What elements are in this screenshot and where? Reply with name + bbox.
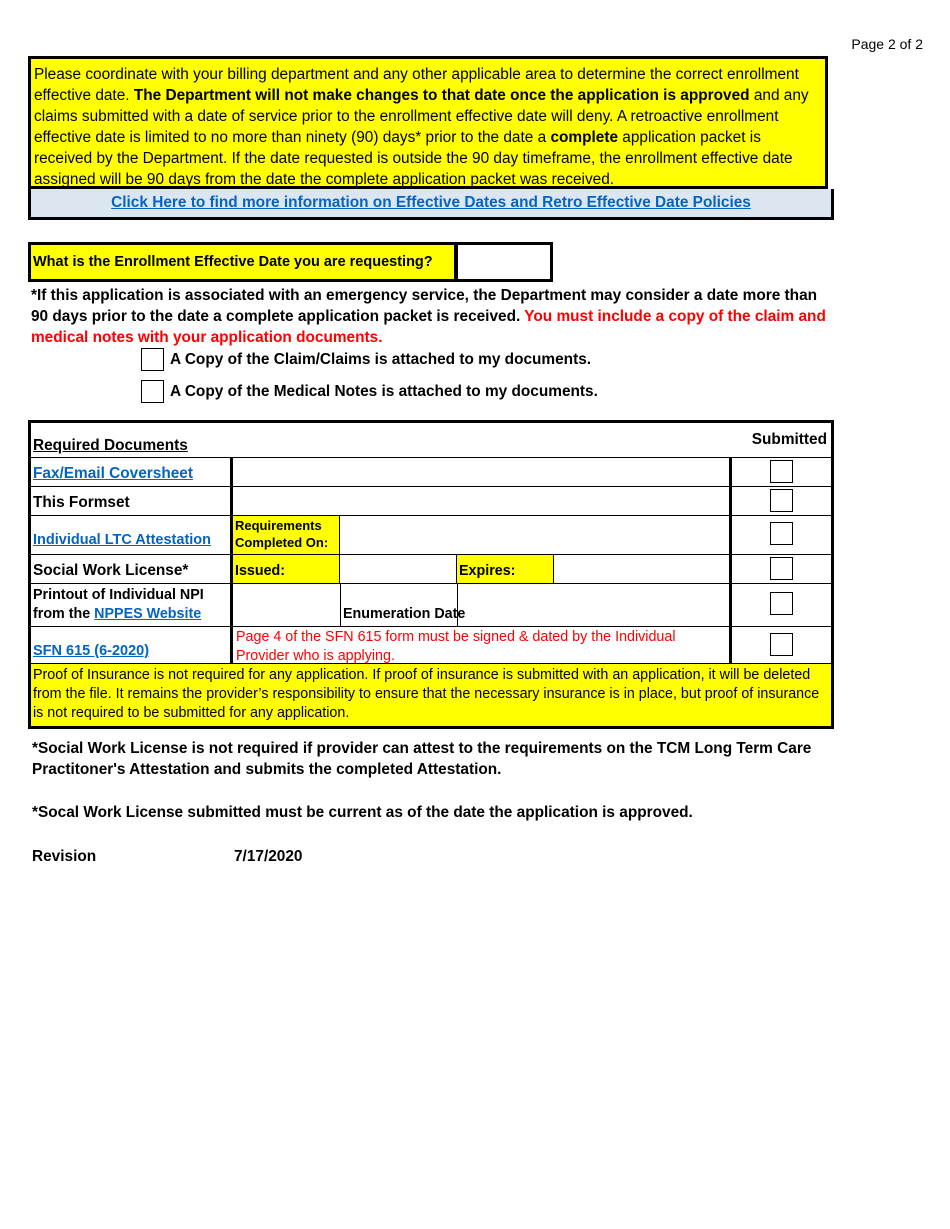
sfn-615-submitted-checkbox[interactable] [770, 633, 793, 656]
social-work-license-label: Social Work License* [33, 562, 189, 579]
fax-email-submitted-checkbox[interactable] [770, 460, 793, 483]
nppes-website-link[interactable]: NPPES Website [94, 606, 202, 622]
npi-divider [340, 584, 341, 626]
effective-date-notice [28, 56, 828, 189]
issued-field[interactable] [341, 555, 457, 583]
sfn-615-link[interactable]: SFN 615 (6-2020) [33, 643, 150, 659]
medical-notes-attached-row [141, 380, 598, 403]
social-work-submitted-checkbox[interactable] [770, 557, 793, 580]
table-row [31, 487, 831, 516]
revision-date: 7/17/2020 [234, 848, 303, 865]
this-formset-label: This Formset [33, 494, 130, 511]
required-documents-table [28, 420, 834, 729]
issued-label: Issued: [233, 555, 340, 583]
notice-bold-1: The Department will not make changes to that date once the application is approved [133, 87, 750, 104]
npi-submitted-checkbox[interactable] [770, 592, 793, 615]
table-row [31, 627, 831, 664]
emergency-service-note [31, 285, 831, 348]
npi-line-1: Printout of Individual NPI [33, 587, 204, 603]
expires-label: Expires: [457, 555, 554, 583]
effective-date-question: What is the Enrollment Effective Date you are requesting? [28, 242, 456, 282]
table-row [31, 555, 831, 584]
notice-text-2: and any claims submitted with a date of service prior to the enrollment effective date will deny. A retroactive enrollment effective date is limited to no more than ninety (90) days* prior to the date a [34, 87, 809, 146]
page-number: Page 2 of 2 [851, 36, 923, 52]
expires-field[interactable] [555, 555, 731, 583]
submitted-header: Submitted [751, 431, 827, 448]
table-header [31, 423, 831, 458]
effective-dates-link[interactable]: Click Here to find more information on Effective Dates and Retro Effective Date Policies [111, 194, 751, 211]
social-work-license-current-note: *Socal Work License submitted must be current as of the date the application is approved. [32, 804, 693, 821]
table-row [31, 458, 831, 487]
npi-line-2-prefix: from the [33, 606, 95, 622]
claims-attached-label: A Copy of the Claim/Claims is attached to my documents. [170, 350, 592, 368]
notice-text-3: application packet is received by the Department. If the date requested is outside the 90 day timeframe, the enrollment effective date assigned will be 90 days from the date the complete application packet was received. [34, 129, 793, 188]
social-work-license-note: *Social Work License is not required if provider can attest to the requirements on the TCM Long Term Care Practitoner's Attestation and submits the completed Attestation. [32, 740, 812, 778]
insurance-note: Proof of Insurance is not required for any application. If proof of insurance is submitted with an application, it will be deleted from the file. It remains the provider’s responsibility to ensure that the necessary insurance is in place, but proof of insurance is not required to be submitted for any application. [31, 664, 831, 726]
revision-label: Revision [32, 848, 97, 865]
ltc-submitted-checkbox[interactable] [770, 522, 793, 545]
claims-attached-checkbox[interactable] [141, 348, 164, 371]
notice-text-1: Please coordinate with your billing department and any other applicable area to determine the correct enrollment effective date. [34, 66, 799, 104]
ltc-attestation-link[interactable]: Individual LTC Attestation [33, 532, 212, 548]
required-documents-header: Required Documents [33, 437, 188, 454]
emergency-note-text: *If this application is associated with an emergency service, the Department may consider a date more than 90 days prior to the date a complete application packet is received. [31, 287, 818, 325]
emergency-note-warning: You must include a copy of the claim and medical notes with your application documents. [31, 308, 826, 346]
medical-notes-attached-checkbox[interactable] [141, 380, 164, 403]
claims-attached-row [141, 348, 591, 371]
medical-notes-attached-label: A Copy of the Medical Notes is attached to my documents. [170, 382, 598, 400]
effective-dates-link-bar [28, 189, 834, 220]
sfn-615-note: Page 4 of the SFN 615 form must be signed & dated by the Individual Provider who is applying. [236, 629, 676, 664]
notice-bold-2: complete [550, 129, 619, 146]
formset-submitted-checkbox[interactable] [770, 489, 793, 512]
table-row [31, 584, 831, 627]
requirements-completed-label: Requirements Completed On: [233, 516, 340, 554]
table-row [31, 516, 831, 555]
effective-date-input[interactable] [455, 242, 553, 282]
fax-email-coversheet-link[interactable]: Fax/Email Coversheet [33, 465, 193, 482]
enumeration-date-label: Enumeration Date [343, 606, 466, 622]
requirements-completed-field[interactable] [341, 516, 731, 554]
npi-label [33, 586, 204, 624]
